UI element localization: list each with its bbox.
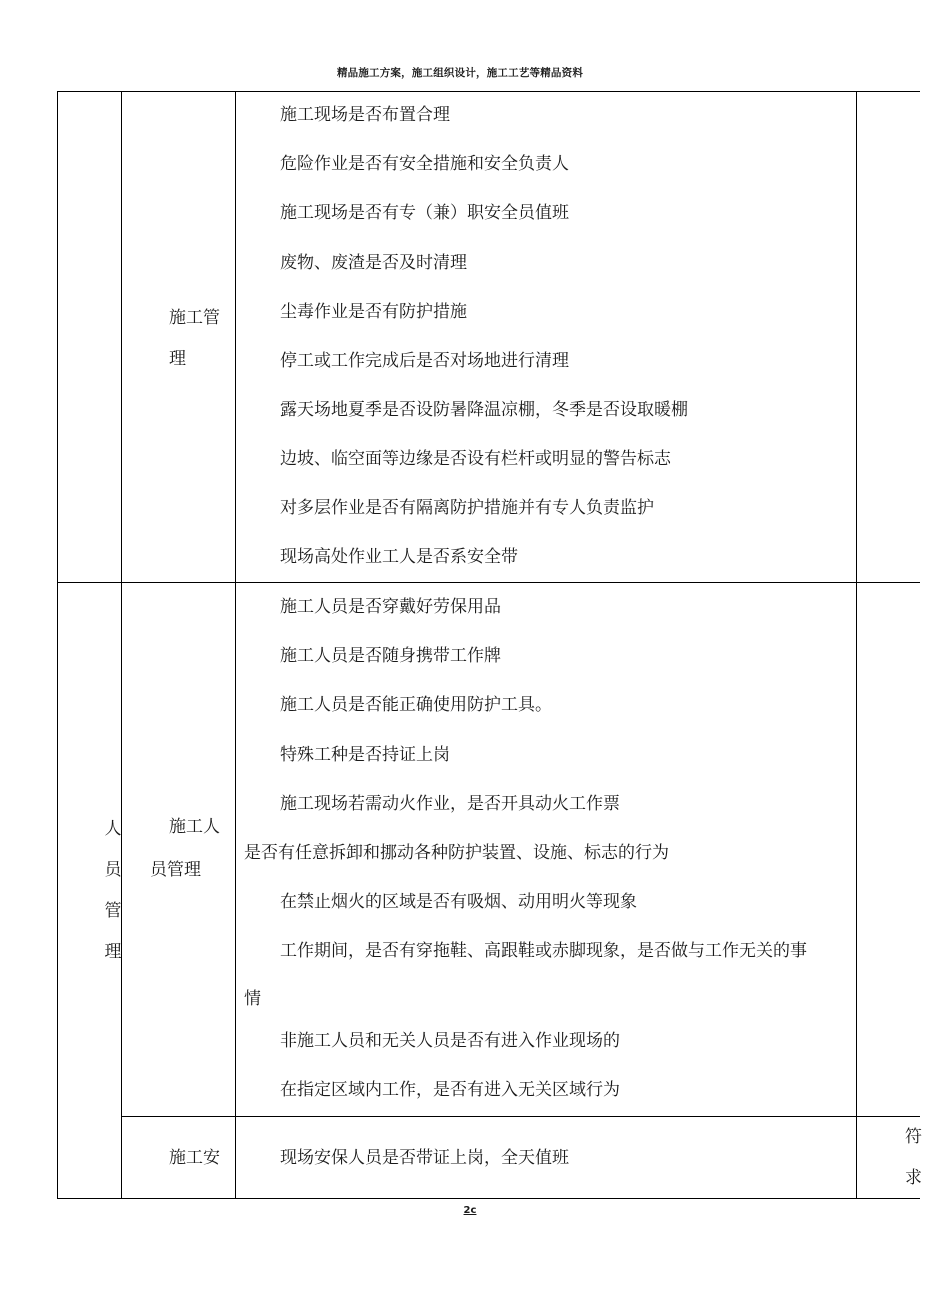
checklist-item: 施工人员是否穿戴好劳保用品 xyxy=(280,597,501,617)
checklist-item: 特殊工种是否持证上岗 xyxy=(280,745,450,765)
category-label: 施工管 xyxy=(169,308,220,328)
checklist-item: 是否有任意拆卸和挪动各种防护装置、设施、标志的行为 xyxy=(244,843,669,863)
checklist-item: 对多层作业是否有隔离防护措施并有专人负责监护 xyxy=(280,498,654,518)
result-text: 求 xyxy=(905,1168,922,1188)
row-divider xyxy=(121,1116,920,1117)
checklist-item: 施工现场若需动火作业，是否开具动火工作票 xyxy=(280,794,620,814)
checklist-item: 施工人员是否随身携带工作牌 xyxy=(280,646,501,666)
checklist-item: 停工或工作完成后是否对场地进行清理 xyxy=(280,351,569,371)
checklist-item: 露天场地夏季是否设防暑降温凉棚，冬季是否设取暖棚 xyxy=(280,400,688,420)
checklist-item: 现场高处作业工人是否系安全带 xyxy=(280,547,518,567)
checklist-item: 边坡、临空面等边缘是否设有栏杆或明显的警告标志 xyxy=(280,449,671,469)
checklist-item: 在指定区域内工作，是否有进入无关区域行为 xyxy=(280,1080,620,1100)
column-divider xyxy=(235,91,236,1199)
column-divider xyxy=(121,91,122,1199)
table-bottom-border xyxy=(57,1198,920,1199)
table-left-border xyxy=(57,91,58,1199)
category-label: 施工人 xyxy=(169,817,220,837)
checklist-item: 危险作业是否有安全措施和安全负责人 xyxy=(280,154,569,174)
page-number: 2c xyxy=(463,1205,477,1216)
category-label: 理 xyxy=(169,349,186,369)
page-header: 精品施工方案，施工组织设计，施工工艺等精品资料 xyxy=(336,67,584,79)
group-label: 人员管理 xyxy=(104,819,122,962)
result-text: 符 xyxy=(905,1127,922,1147)
checklist-item: 废物、废渣是否及时清理 xyxy=(280,253,467,273)
table-top-border xyxy=(57,91,920,92)
checklist-item: 尘毒作业是否有防护措施 xyxy=(280,302,467,322)
checklist-item: 施工现场是否有专（兼）职安全员值班 xyxy=(280,203,569,223)
checklist-item: 现场安保人员是否带证上岗，全天值班 xyxy=(280,1148,569,1168)
checklist-item: 施工人员是否能正确使用防护工具。 xyxy=(280,695,552,715)
checklist-item: 非施工人员和无关人员是否有进入作业现场的 xyxy=(280,1031,620,1051)
row-divider xyxy=(57,582,920,583)
checklist-item: 在禁止烟火的区域是否有吸烟、动用明火等现象 xyxy=(280,892,637,912)
category-label: 员管理 xyxy=(150,860,201,880)
checklist-item: 施工现场是否布置合理 xyxy=(280,105,450,125)
column-divider xyxy=(856,91,857,1199)
checklist-item-continuation: 情 xyxy=(244,989,261,1009)
category-label: 施工安 xyxy=(169,1148,220,1168)
checklist-item: 工作期间，是否有穿拖鞋、高跟鞋或赤脚现象，是否做与工作无关的事 xyxy=(280,941,807,961)
